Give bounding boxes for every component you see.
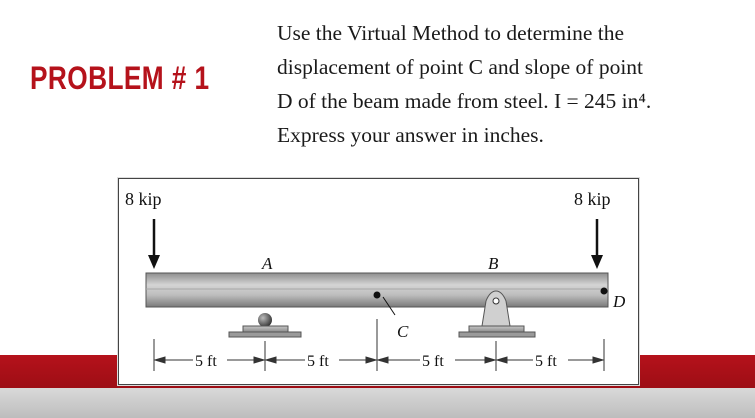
span-label-1: 5 ft (195, 353, 217, 370)
beam-figure (118, 178, 639, 385)
load-right-arrow (591, 219, 603, 269)
beam-diagram (119, 179, 638, 384)
point-b-label: B (488, 254, 499, 273)
statement-line-1: Use the Virtual Method to determine the (277, 21, 625, 45)
problem-statement (277, 16, 737, 152)
span-label-3: 5 ft (422, 353, 444, 370)
statement-line-2: displacement of point C and slope of point (277, 55, 644, 79)
problem-title: PROBLEM # 1 (30, 60, 210, 96)
statement-line-4: Express your answer in inches. (277, 123, 544, 147)
span-label-4: 5 ft (535, 353, 557, 370)
span-label-2: 5 ft (307, 353, 329, 370)
footer-grey-band (0, 388, 755, 418)
point-a-label: A (262, 254, 273, 273)
load-right-label: 8 kip (574, 189, 611, 209)
load-left-arrow (148, 219, 160, 269)
roller-support-a (229, 313, 301, 337)
point-d-marker (601, 288, 608, 295)
point-c-label: C (397, 322, 409, 341)
point-d-label: D (613, 292, 626, 311)
point-c-marker (374, 292, 381, 299)
load-left-label: 8 kip (125, 189, 162, 209)
beam (146, 273, 608, 307)
statement-line-3: D of the beam made from steel. I = 245 in⁴. (277, 89, 652, 113)
